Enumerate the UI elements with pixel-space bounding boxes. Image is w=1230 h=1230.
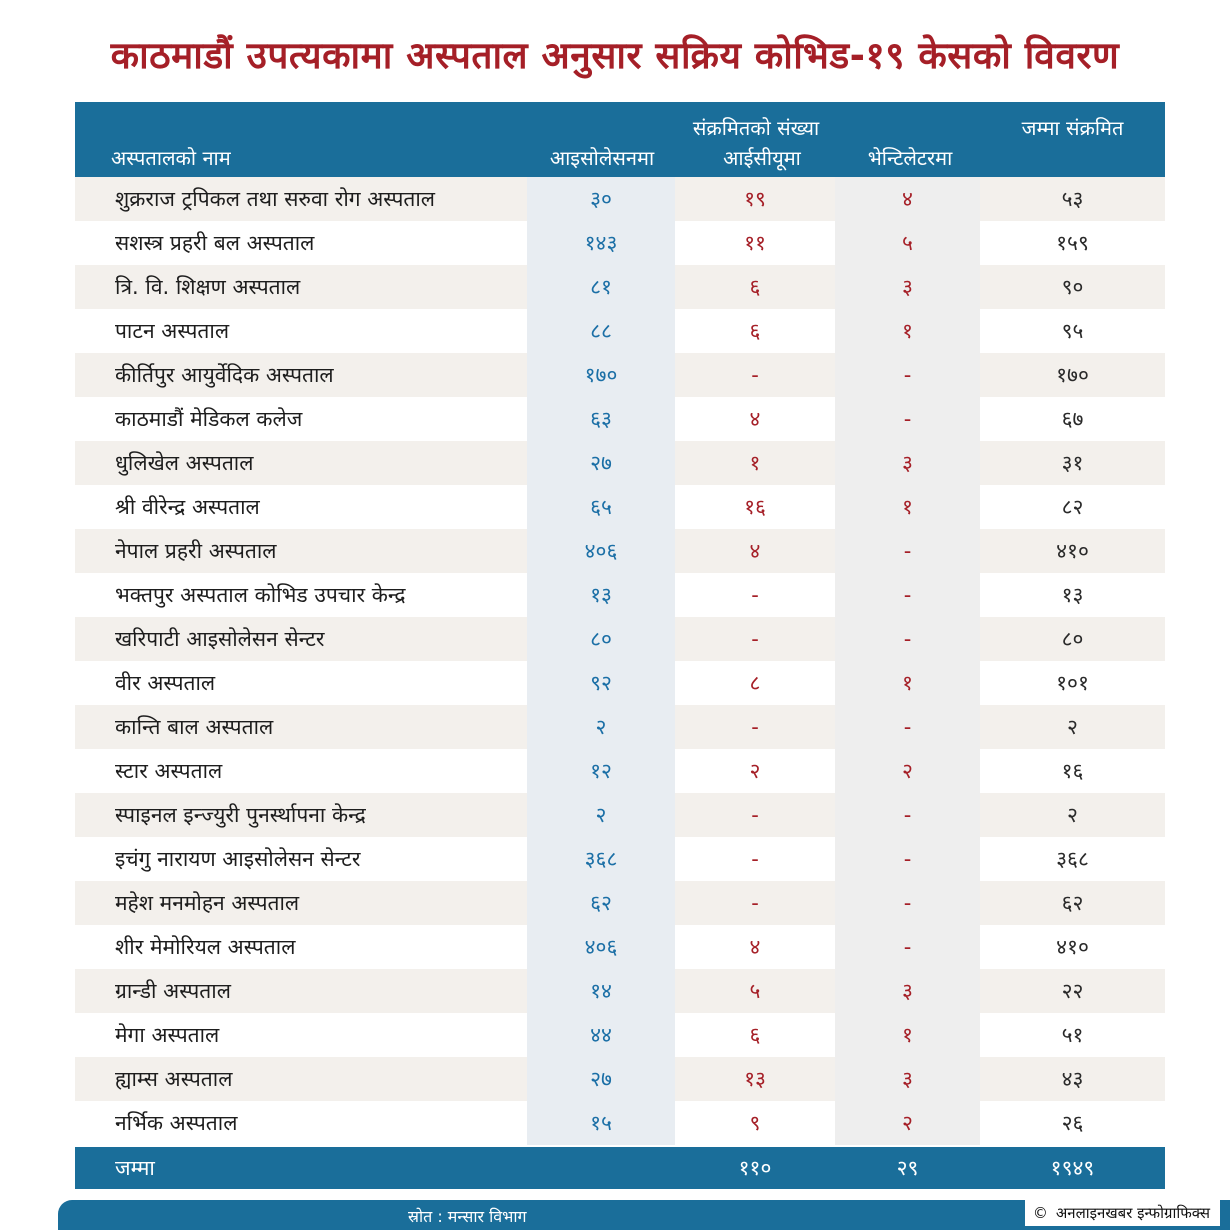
ventilator-cell: ५ [835, 221, 980, 265]
icu-cell: - [751, 715, 759, 739]
ventilator-cell: २ [835, 749, 980, 793]
table-footer-total [75, 1147, 1165, 1189]
hospital-name-cell: खरिपाटी आइसोलेसन सेन्टर [115, 627, 325, 651]
total-cell: ३६८ [1056, 847, 1089, 871]
ventilator-cell: ३ [835, 441, 980, 485]
icu-cell: - [751, 627, 759, 651]
table-row [75, 881, 1165, 925]
total-cell: ३१ [1061, 451, 1084, 475]
total-cell: ४१० [1056, 935, 1089, 959]
total-cell: १६ [1061, 759, 1084, 783]
table-row [75, 573, 1165, 617]
ventilator-cell: - [835, 353, 980, 397]
isolation-cell: १३ [527, 573, 675, 617]
icu-cell: ६ [749, 1023, 761, 1047]
hospital-name-cell: धुलिखेल अस्पताल [115, 451, 254, 475]
hospital-name-cell: भक्तपुर अस्पताल कोभिड उपचार केन्द्र [115, 583, 406, 607]
hospital-name-cell: स्पाइनल इन्ज्युरी पुनर्स्थापना केन्द्र [115, 803, 366, 827]
icu-cell: ९ [749, 1111, 761, 1135]
ventilator-cell: - [835, 837, 980, 881]
ventilator-cell: - [835, 397, 980, 441]
hospital-name-cell: सशस्त्र प्रहरी बल अस्पताल [115, 231, 315, 255]
ventilator-cell: १ [835, 1013, 980, 1057]
ventilator-cell: १ [835, 661, 980, 705]
icu-cell: - [751, 803, 759, 827]
hospital-name-cell: श्री वीरेन्द्र अस्पताल [115, 495, 260, 519]
ventilator-cell: - [835, 881, 980, 925]
table-row [75, 1013, 1165, 1057]
icu-cell: १६ [744, 495, 766, 519]
isolation-cell: ४४ [527, 1013, 675, 1057]
source-text: स्रोत : मन्सार विभाग [408, 1207, 527, 1226]
footer-total: १९४९ [1050, 1156, 1095, 1180]
total-cell: २६ [1061, 1111, 1084, 1135]
isolation-cell: ४०६ [527, 529, 675, 573]
hospital-name-cell: त्रि. वि. शिक्षण अस्पताल [115, 275, 301, 299]
credit [1025, 1200, 1220, 1226]
icu-cell: - [751, 583, 759, 607]
isolation-cell: २७ [527, 441, 675, 485]
hospital-name-cell: शीर मेमोरियल अस्पताल [115, 935, 296, 959]
credit-text: अनलाइनखबर इन्फोग्राफिक्स [1055, 1204, 1210, 1222]
isolation-cell: ६५ [527, 485, 675, 529]
table-row [75, 705, 1165, 749]
total-cell: १०१ [1056, 671, 1089, 695]
header-total-infected: जम्मा संक्रमित [1021, 116, 1124, 140]
footer-isolation [527, 1147, 675, 1189]
isolation-cell: २ [527, 793, 675, 837]
header-hospital-name: अस्पतालको नाम [111, 146, 231, 170]
footer-label: जम्मा [115, 1156, 155, 1180]
isolation-cell: १४३ [527, 221, 675, 265]
ventilator-cell: - [835, 529, 980, 573]
icu-cell: १ [749, 451, 761, 475]
ventilator-cell: ३ [835, 969, 980, 1013]
hospital-name-cell: वीर अस्पताल [115, 671, 216, 695]
isolation-cell: १५ [527, 1101, 675, 1145]
total-cell: ५१ [1061, 1023, 1084, 1047]
total-cell: ५३ [1061, 187, 1084, 211]
isolation-cell: ४०६ [527, 925, 675, 969]
icu-cell: ४ [749, 407, 761, 431]
table-row [75, 221, 1165, 265]
header-group-label: संक्रमितको संख्या [692, 116, 820, 140]
covid-cases-table [75, 102, 1165, 1189]
icu-cell: ४ [749, 539, 761, 563]
icu-cell: २ [749, 759, 761, 783]
icu-cell: - [751, 363, 759, 387]
table-row [75, 265, 1165, 309]
ventilator-cell: २ [835, 1101, 980, 1145]
ventilator-cell: ४ [835, 177, 980, 221]
hospital-name-cell: ह्याम्स अस्पताल [115, 1067, 233, 1091]
isolation-cell: ३० [527, 177, 675, 221]
isolation-cell: २ [527, 705, 675, 749]
icu-cell: ६ [749, 275, 761, 299]
ventilator-cell: १ [835, 309, 980, 353]
table-row [75, 353, 1165, 397]
header-isolation: आइसोलेसनमा [549, 146, 655, 170]
hospital-name-cell: महेश मनमोहन अस्पताल [115, 891, 300, 915]
icu-cell: ८ [749, 671, 761, 695]
icu-cell: - [751, 847, 759, 871]
isolation-cell: ३६८ [527, 837, 675, 881]
isolation-cell: २७ [527, 1057, 675, 1101]
header-icu: आईसीयूमा [723, 146, 801, 170]
table-row [75, 661, 1165, 705]
table-row [75, 793, 1165, 837]
total-cell: ८२ [1061, 495, 1084, 519]
icu-cell: - [751, 891, 759, 915]
ventilator-cell: १ [835, 485, 980, 529]
table-row [75, 617, 1165, 661]
isolation-cell: १७० [527, 353, 675, 397]
ventilator-cell: - [835, 617, 980, 661]
hospital-name-cell: नेपाल प्रहरी अस्पताल [115, 539, 277, 563]
total-cell: ६२ [1061, 891, 1084, 915]
total-cell: २ [1067, 803, 1078, 827]
isolation-cell: ८८ [527, 309, 675, 353]
ventilator-cell: ३ [835, 265, 980, 309]
isolation-cell: ६३ [527, 397, 675, 441]
table-row [75, 441, 1165, 485]
hospital-name-cell: मेगा अस्पताल [115, 1023, 220, 1047]
table-row [75, 749, 1165, 793]
total-cell: ४३ [1061, 1067, 1084, 1091]
table-row [75, 969, 1165, 1013]
icu-cell: ४ [749, 935, 761, 959]
total-cell: ४१० [1056, 539, 1089, 563]
ventilator-cell: - [835, 573, 980, 617]
icu-cell: ५ [749, 979, 761, 1003]
isolation-cell: ६२ [527, 881, 675, 925]
table-row [75, 837, 1165, 881]
icu-cell: ११ [744, 231, 766, 255]
ventilator-cell: - [835, 705, 980, 749]
table-row [75, 485, 1165, 529]
total-cell: ६७ [1061, 407, 1084, 431]
page-title: काठमाडौं उपत्यकामा अस्पताल अनुसार सक्रिय कोभिड-१९ केसको विवरण [110, 34, 1120, 77]
icu-cell: १३ [744, 1067, 766, 1091]
isolation-cell: १४ [527, 969, 675, 1013]
total-cell: ९५ [1061, 319, 1084, 343]
table-header [75, 102, 1165, 177]
copyright-icon: © [1032, 1204, 1048, 1222]
table-row [75, 177, 1165, 221]
total-cell: २२ [1061, 979, 1084, 1003]
hospital-name-cell: कान्ति बाल अस्पताल [115, 715, 274, 739]
table-row [75, 925, 1165, 969]
total-cell: २ [1067, 715, 1078, 739]
table-row [75, 1101, 1165, 1145]
total-cell: १५९ [1056, 231, 1089, 255]
hospital-name-cell: नर्भिक अस्पताल [115, 1111, 238, 1135]
hospital-name-cell: कीर्तिपुर आयुर्वेदिक अस्पताल [115, 363, 334, 387]
icu-cell: ६ [749, 319, 761, 343]
table-row [75, 397, 1165, 441]
total-cell: ९० [1061, 275, 1084, 299]
hospital-name-cell: इचंगु नारायण आइसोलेसन सेन्टर [115, 847, 361, 871]
hospital-name-cell: स्टार अस्पताल [115, 759, 223, 783]
footer-ventilator: २९ [896, 1156, 919, 1180]
table-row [75, 1057, 1165, 1101]
table-row [75, 309, 1165, 353]
total-cell: ८० [1061, 627, 1084, 651]
footer-icu: ११० [738, 1156, 772, 1180]
ventilator-cell: ३ [835, 1057, 980, 1101]
isolation-cell: ८१ [527, 265, 675, 309]
table-row [75, 529, 1165, 573]
ventilator-cell: - [835, 925, 980, 969]
total-cell: १३ [1061, 583, 1084, 607]
header-ventilator: भेन्टिलेटरमा [867, 146, 953, 170]
ventilator-cell: - [835, 793, 980, 837]
hospital-name-cell: शुक्रराज ट्रपिकल तथा सरुवा रोग अस्पताल [115, 187, 436, 211]
isolation-cell: १२ [527, 749, 675, 793]
total-cell: १७० [1056, 363, 1089, 387]
icu-cell: १९ [744, 187, 766, 211]
hospital-name-cell: काठमाडौं मेडिकल कलेज [115, 407, 303, 431]
table-body [75, 177, 1165, 1145]
isolation-cell: ९२ [527, 661, 675, 705]
hospital-name-cell: ग्रान्डी अस्पताल [115, 979, 231, 1003]
hospital-name-cell: पाटन अस्पताल [115, 319, 230, 343]
isolation-cell: ८० [527, 617, 675, 661]
